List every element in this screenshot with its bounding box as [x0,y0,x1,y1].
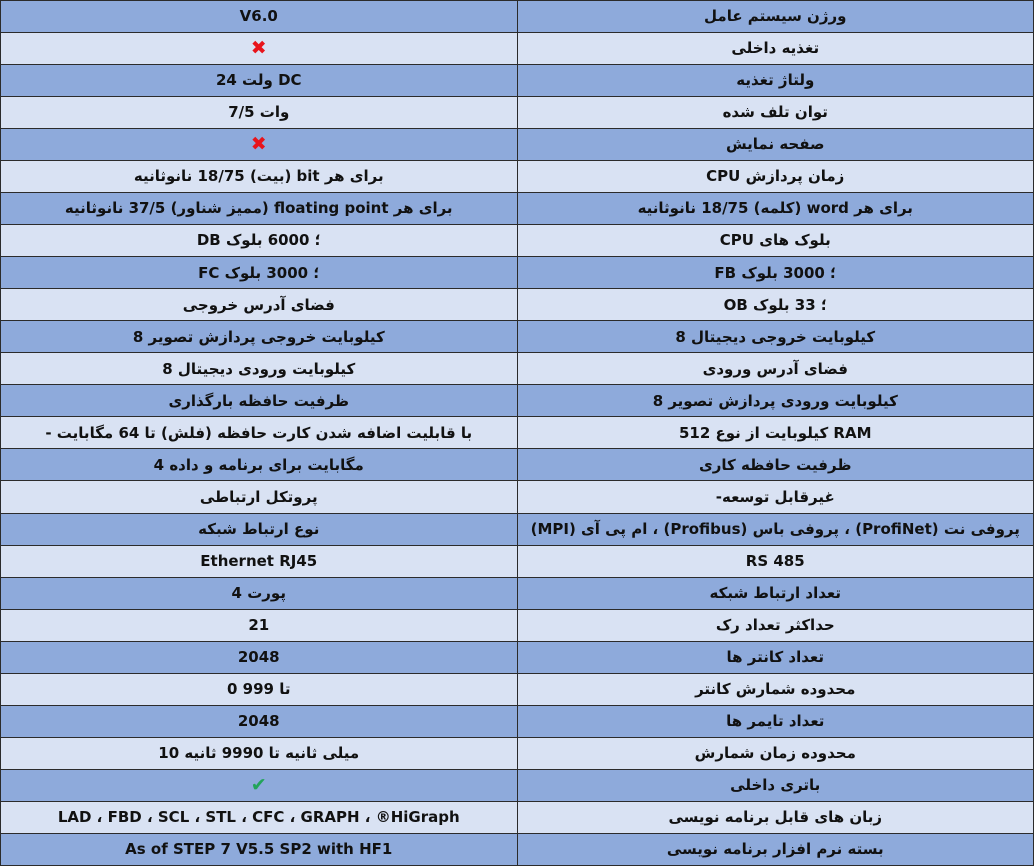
spec-value-cell: 21 [1,609,518,641]
table-row [1,449,1034,481]
table-row [1,641,1034,673]
table-row [1,321,1034,353]
table-row [1,161,1034,193]
table-row [1,289,1034,321]
spec-value-cell [1,769,518,801]
spec-value-cell: پروتکل ارتباطی [1,481,518,513]
spec-label-cell: ولتاژ تغذیه [517,65,1034,97]
spec-value-cell: کیلوبایت ورودی دیجیتال 8 [1,353,518,385]
spec-label-cell: توان تلف شده [517,97,1034,129]
spec-table-body [1,1,1034,866]
table-row [1,833,1034,865]
table-row [1,577,1034,609]
table-row [1,417,1034,449]
spec-label-cell: حداکثر تعداد رک [517,609,1034,641]
spec-label-cell: کیلوبایت ورودی پردازش تصویر 8 [517,385,1034,417]
spec-value-cell: نوع ارتباط شبکه [1,513,518,545]
spec-label-cell: غیرقابل توسعه- [517,481,1034,513]
table-row [1,737,1034,769]
spec-label-cell: RS 485 [517,545,1034,577]
spec-value-cell: میلی ثانیه تا 9990 ثانیه 10 [1,737,518,769]
spec-value-cell: ؛ 3000 بلوک FC [1,257,518,289]
spec-value-cell: LAD ، FBD ، SCL ، STL ، CFC ، GRAPH ، ®HiGraph [1,801,518,833]
spec-label-cell: محدوده شمارش کانتر [517,673,1034,705]
spec-label-cell: ؛ 3000 بلوک FB [517,257,1034,289]
spec-value-cell: V6.0 [1,1,518,33]
table-row [1,225,1034,257]
spec-value-cell [1,33,518,65]
spec-label-cell: زبان های قابل برنامه نویسی [517,801,1034,833]
table-row [1,705,1034,737]
table-row [1,129,1034,161]
check-icon: ✔ [250,773,267,796]
spec-value-cell: برای هر bit (بیت) 18/75 نانوثانیه [1,161,518,193]
table-row [1,257,1034,289]
spec-label-cell: ؛ 33 بلوک OB [517,289,1034,321]
spec-value-cell: مگابایت برای برنامه و داده 4 [1,449,518,481]
spec-label-cell: تعداد کانتر ها [517,641,1034,673]
table-row [1,65,1034,97]
spec-label-cell: بلوک های CPU [517,225,1034,257]
cross-icon: ✖ [250,133,267,156]
spec-label-cell: RAM کیلوبایت از نوع 512 [517,417,1034,449]
spec-label-cell: ظرفیت حافظه کاری [517,449,1034,481]
spec-label-cell: تغذیه داخلی [517,33,1034,65]
table-row [1,33,1034,65]
spec-label-cell: زمان پردازش CPU [517,161,1034,193]
spec-label-cell: فضای آدرس ورودی [517,353,1034,385]
spec-label-cell: تعداد تایمر ها [517,705,1034,737]
table-row [1,481,1034,513]
spec-value-cell: کیلوبایت خروجی پردازش تصویر 8 [1,321,518,353]
spec-value-cell: 2048 [1,705,518,737]
spec-label-cell: محدوده زمان شمارش [517,737,1034,769]
table-row [1,609,1034,641]
table-row [1,193,1034,225]
table-row [1,353,1034,385]
spec-value-cell: Ethernet RJ45 [1,545,518,577]
spec-label-cell: ورژن سیستم عامل [517,1,1034,33]
spec-value-cell: فضای آدرس خروجی [1,289,518,321]
spec-value-cell: ظرفیت حافظه بارگذاری [1,385,518,417]
cross-icon: ✖ [250,37,267,60]
spec-value-cell: DC ولت 24 [1,65,518,97]
spec-label-cell: بسته نرم افزار برنامه نویسی [517,833,1034,865]
table-row [1,673,1034,705]
table-row [1,769,1034,801]
table-row [1,545,1034,577]
table-row [1,801,1034,833]
spec-label-cell: پروفی نت (ProfiNet) ، پروفی باس (Profibus) ، ام پی آی (MPI) [517,513,1034,545]
spec-label-cell: باتری داخلی [517,769,1034,801]
table-row [1,385,1034,417]
spec-value-cell: پورت 4 [1,577,518,609]
spec-label-cell: کیلوبایت خروجی دیجیتال 8 [517,321,1034,353]
spec-label-cell: تعداد ارتباط شبکه [517,577,1034,609]
spec-label-cell: صفحه نمایش [517,129,1034,161]
spec-value-cell: با قابلیت اضافه شدن کارت حافظه (فلش) تا 64 مگابایت - [1,417,518,449]
spec-value-cell: برای هر floating point (ممیز شناور) 37/5 نانوثانیه [1,193,518,225]
spec-value-cell: As of STEP 7 V5.5 SP2 with HF1 [1,833,518,865]
table-row [1,97,1034,129]
spec-value-cell: ؛ 6000 بلوک DB [1,225,518,257]
spec-value-cell: تا 999 0 [1,673,518,705]
spec-label-cell: برای هر word (کلمه) 18/75 نانوثانیه [517,193,1034,225]
table-row [1,1,1034,33]
spec-value-cell: وات 7/5 [1,97,518,129]
table-row [1,513,1034,545]
spec-value-cell [1,129,518,161]
spec-value-cell: 2048 [1,641,518,673]
